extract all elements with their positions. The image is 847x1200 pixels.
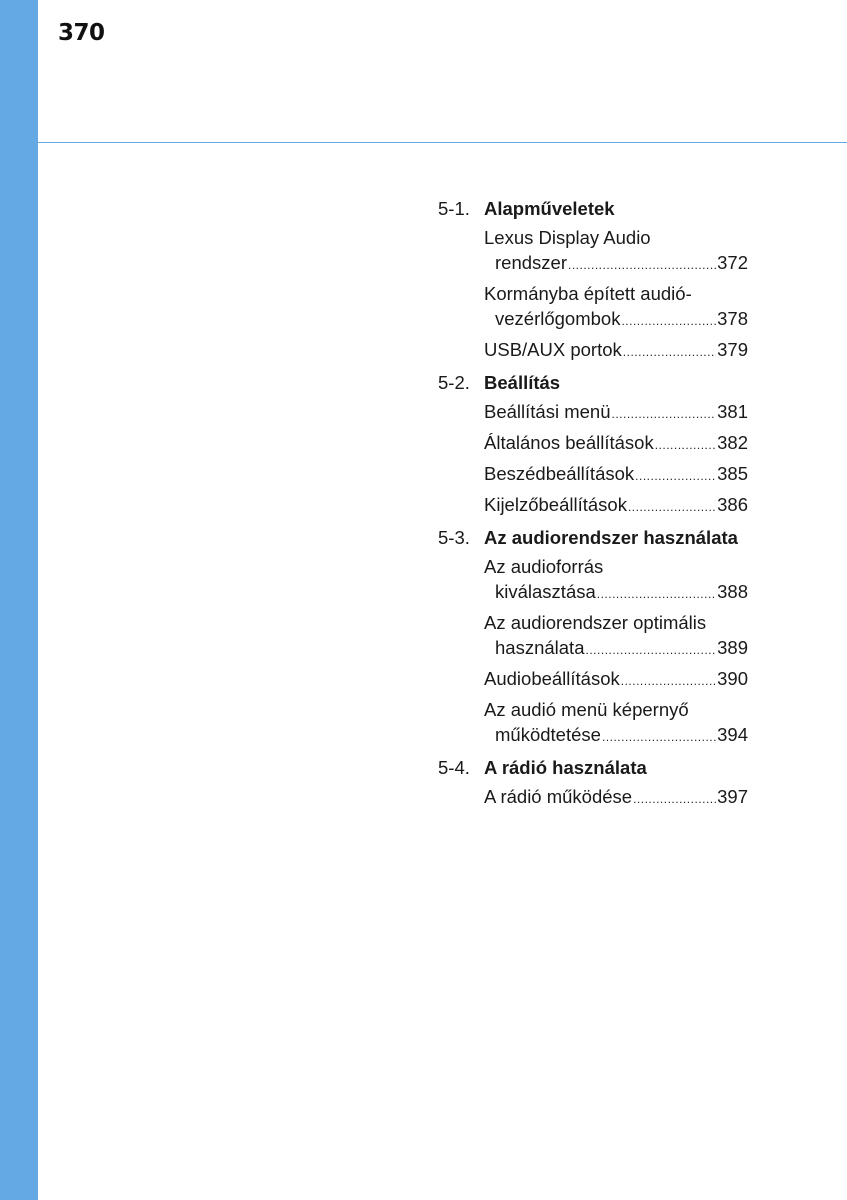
dot-leader: [621, 309, 716, 334]
entry-title: Kijelzőbeállítások: [484, 494, 627, 515]
entry-page-number: 388: [717, 581, 748, 602]
toc-entry[interactable]: [484, 492, 748, 517]
dot-leader: [611, 402, 716, 427]
toc-entry[interactable]: [484, 430, 748, 455]
entry-title: Általános beállítások: [484, 432, 654, 453]
dot-leader: [635, 464, 716, 489]
entry-title: Beállítási menü: [484, 401, 611, 422]
entry-page-number: 386: [717, 494, 748, 515]
section-number: 5-4.: [438, 756, 470, 778]
toc-entry[interactable]: [484, 399, 748, 424]
dot-leader: [623, 340, 716, 365]
toc-entry[interactable]: [484, 554, 748, 604]
entry-title-line1: Lexus Display Audio: [484, 227, 651, 248]
section-heading[interactable]: [438, 523, 748, 551]
toc-section: [438, 753, 748, 809]
dot-leader: [585, 638, 716, 663]
toc-section: [438, 368, 748, 517]
section-number: 5-1.: [438, 197, 470, 219]
entry-title-line1: Kormányba épített audió-: [484, 283, 692, 304]
entry-page-number: 381: [717, 401, 748, 422]
toc-entry[interactable]: [484, 784, 748, 809]
entry-title: használata: [495, 637, 585, 658]
entry-title-line1: Az audió menü képernyő: [484, 699, 689, 720]
section-number: 5-3.: [438, 526, 470, 548]
toc-entry[interactable]: [484, 610, 748, 660]
dot-leader: [628, 495, 716, 520]
entry-page-number: 394: [717, 724, 748, 745]
toc-entry[interactable]: [484, 225, 748, 275]
dot-leader: [602, 725, 716, 750]
entry-title: USB/AUX portok: [484, 339, 622, 360]
entry-title: működtetése: [495, 724, 601, 745]
entry-title-line1: Az audioforrás: [484, 556, 604, 577]
toc-entry[interactable]: [484, 281, 748, 331]
section-title: Beállítás: [484, 371, 561, 393]
toc-entry[interactable]: [484, 461, 748, 486]
section-heading[interactable]: [438, 368, 748, 396]
section-title: Az audiorendszer használata: [484, 526, 738, 548]
entry-title-line1: Az audiorendszer optimális: [484, 612, 707, 633]
entry-page-number: 378: [717, 308, 748, 329]
dot-leader: [655, 433, 716, 458]
toc-entry[interactable]: [484, 337, 748, 362]
toc-section: [438, 194, 748, 362]
header-rule: [38, 142, 847, 143]
section-number: 5-2.: [438, 371, 470, 393]
entry-page-number: 382: [717, 432, 748, 453]
table-of-contents: [438, 194, 748, 815]
section-title: A rádió használata: [484, 756, 647, 778]
entry-title: A rádió működése: [484, 786, 633, 807]
entry-page-number: 397: [717, 786, 748, 807]
entry-title: Beszédbeállítások: [484, 463, 635, 484]
dot-leader: [633, 787, 716, 812]
dot-leader: [568, 253, 716, 278]
entry-page-number: 385: [717, 463, 748, 484]
toc-entry[interactable]: [484, 697, 748, 747]
entry-page-number: 372: [717, 252, 748, 273]
toc-entry[interactable]: [484, 666, 748, 691]
entry-page-number: 389: [717, 637, 748, 658]
entry-title: vezérlőgombok: [495, 308, 621, 329]
entry-title: Audiobeállítások: [484, 668, 620, 689]
toc-section: [438, 523, 748, 747]
entry-title: kiválasztása: [495, 581, 596, 602]
section-title: Alapműveletek: [484, 197, 615, 219]
side-color-band: [0, 0, 38, 1200]
section-heading[interactable]: [438, 194, 748, 222]
section-heading[interactable]: [438, 753, 748, 781]
entry-page-number: 379: [717, 339, 748, 360]
dot-leader: [621, 669, 716, 694]
page-number: 370: [58, 20, 105, 46]
entry-title: rendszer: [495, 252, 567, 273]
dot-leader: [597, 582, 716, 607]
entry-page-number: 390: [717, 668, 748, 689]
